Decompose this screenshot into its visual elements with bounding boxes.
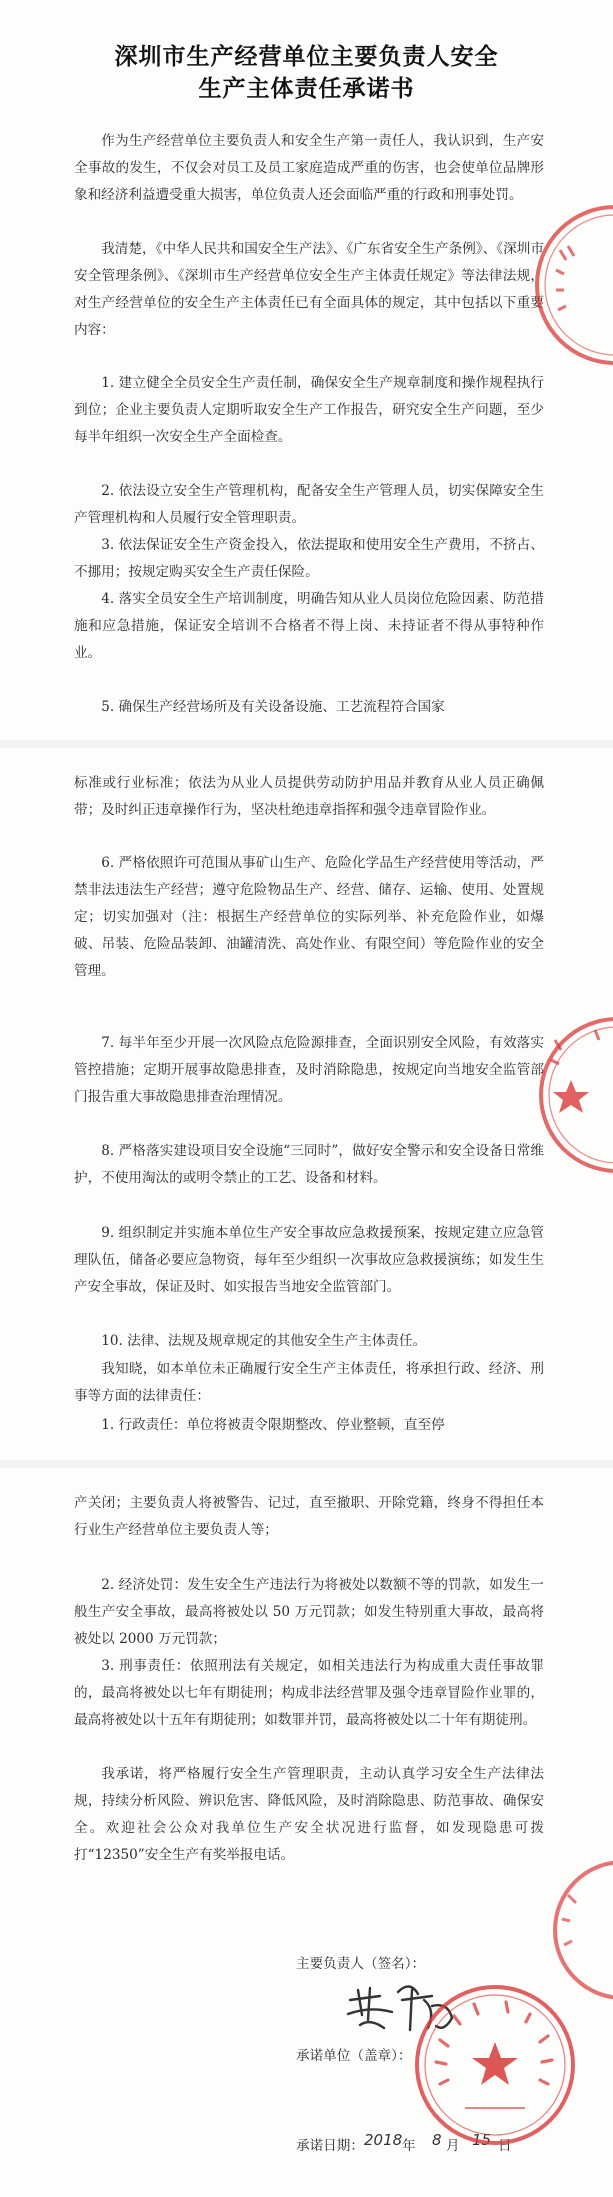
item-2: 2. 依法设立安全生产管理机构，配备安全生产管理人员，切实保障安全生产管理机构和人员履行安全管理职责。 [74,483,544,526]
date-year-handwritten: 2018 [364,2131,403,2149]
item-6: 6. 严格依照许可范围从事矿山生产、危险化学品生产经营使用等活动，严禁非法违法生产经营；遵守危险物品生产、经营、储存、运输、使用、处置规定；切实加强对（注：根据生产经营单位的实际列举、补充危险作业，如爆破、吊装、危险品装卸、油罐清洗、高处作业、有限空间）等危险作业的安全管理。 [74,855,544,979]
item-5-part-b: 标准或行业标准；依法为从业人员提供劳动防护用品并教育从业人员正确佩带；及时纠正违章操作行为，坚决杜绝违章指挥和强令违章冒险作业。 [74,775,544,818]
promise-paragraph: 我承诺，将严格履行安全生产管理职责，主动认真学习安全生产法律法规，持续分析风险、辨识危害、降低风险，及时消除隐患、防范事故、确保安全。欢迎社会公众对我单位生产安全状况进行监督，如发现隐患可拨打“12350”安全生产有奖举报电话。 [74,1766,544,1863]
item-7: 7. 每半年至少开展一次风险点危险源排查，全面识别安全风险，有效落实管控措施；定期开展事故隐患排查，及时消除隐患，按规定向当地安全监管部门报告重大事故隐患排查治理情况。 [74,1035,544,1105]
date-day-handwritten: 15 [472,2131,492,2149]
item-4: 4. 落实全员安全生产培训制度，明确告知从业人员岗位危险因素、防范措施和应急措施，保证安全培训不合格者不得上岗、未持证者不得从事特种作业。 [74,591,544,661]
company-seal-partial-2 [535,1010,613,1180]
company-seal-partial-1 [520,200,613,370]
liability-1-part-a: 1. 行政责任：单位将被责令限期整改、停业整顿，直至停 [101,1417,445,1433]
page-break [0,740,613,748]
liability-2: 2. 经济处罚：发生安全生产违法行为将被处以数额不等的罚款，如发生一般生产安全事故，最高将被处以 50 万元罚款；如发生特别重大事故，最高将被处以 2000 万元罚款； [74,1577,544,1647]
document-title-line2: 生产主体责任承诺书 [198,76,415,102]
liability-1-part-b: 产关闭；主要负责人将被警告、记过，直至撤职、开除党籍，终身不得担任本行业生产经营单位主要负责人等； [74,1495,544,1538]
item-8: 8. 严格落实建设项目安全设施“三同时”，做好安全警示和安全设备日常维护，不使用淘汰的或明令禁止的工艺、设备和材料。 [74,1143,544,1186]
liability-intro: 我知晓，如本单位未正确履行安全生产主体责任，将承担行政、经济、刑事等方面的法律责任： [74,1361,544,1404]
item-3: 3. 依法保证安全生产资金投入，依法提取和使用安全生产费用，不挤占、不挪用；按规定购买安全生产责任保险。 [74,537,544,580]
company-seal [410,1980,580,2150]
item-5-part-a: 5. 确保生产经营场所及有关设备设施、工艺流程符合国家 [101,699,445,715]
signer-label: 主要负责人（签名）： [296,1956,426,1972]
item-10: 10. 法律、法规及规章规定的其他安全生产主体责任。 [101,1333,427,1349]
intro-paragraph: 作为生产经营单位主要负责人和安全生产第一责任人，我认识到，生产安全事故的发生，不仅会对员工及员工家庭造成严重的伤害，也会使单位品牌形象和经济利益遭受重大损害，单位负责人还会面临严重的行政和刑事处罚。 [74,133,544,203]
item-9: 9. 组织制定并实施本单位生产安全事故应急救援预案，按规定建立应急管理队伍，储备必要应急物资，每年至少组织一次事故应急救援演练；如发生生产安全事故，保证及时、如实报告当地安全监管部门。 [74,1225,544,1295]
unit-label: 承诺单位（盖章）： [296,2048,412,2064]
date-year-unit: 年 [402,2138,416,2154]
laws-paragraph: 我清楚，《中华人民共和国安全生产法》、《广东省安全生产条例》、《深圳市安全管理条例》、《深圳市生产经营单位安全生产主体责任规定》等法律法规，对生产经营单位的安全生产主体责任已有全面具体的规定，其中包括以下重要内容： [74,241,544,338]
date-month-handwritten: 8 [432,2131,442,2149]
date-month-unit: 月 [446,2138,460,2154]
date-label: 承诺日期： [296,2138,364,2154]
date-day-unit: 日 [498,2138,512,2154]
liability-3: 3. 刑事责任：依照刑法有关规定，如相关违法行为构成重大责任事故罪的，最高将被处以七年有期徒刑；构成非法经营罪及强令违章冒险作业罪的，最高将被处以十五年有期徒刑；如数罪并罚，最高将被处以二十年有期徒刑。 [74,1658,544,1728]
page-break-2 [0,1460,613,1468]
document-title-line1: 深圳市生产经营单位主要负责人安全 [114,44,499,70]
item-1: 1. 建立健全全员安全生产责任制，确保安全生产规章制度和操作规程执行到位；企业主要负责人定期听取安全生产工作报告，研究安全生产问题，至少每半年组织一次安全生产全面检查。 [74,375,544,445]
